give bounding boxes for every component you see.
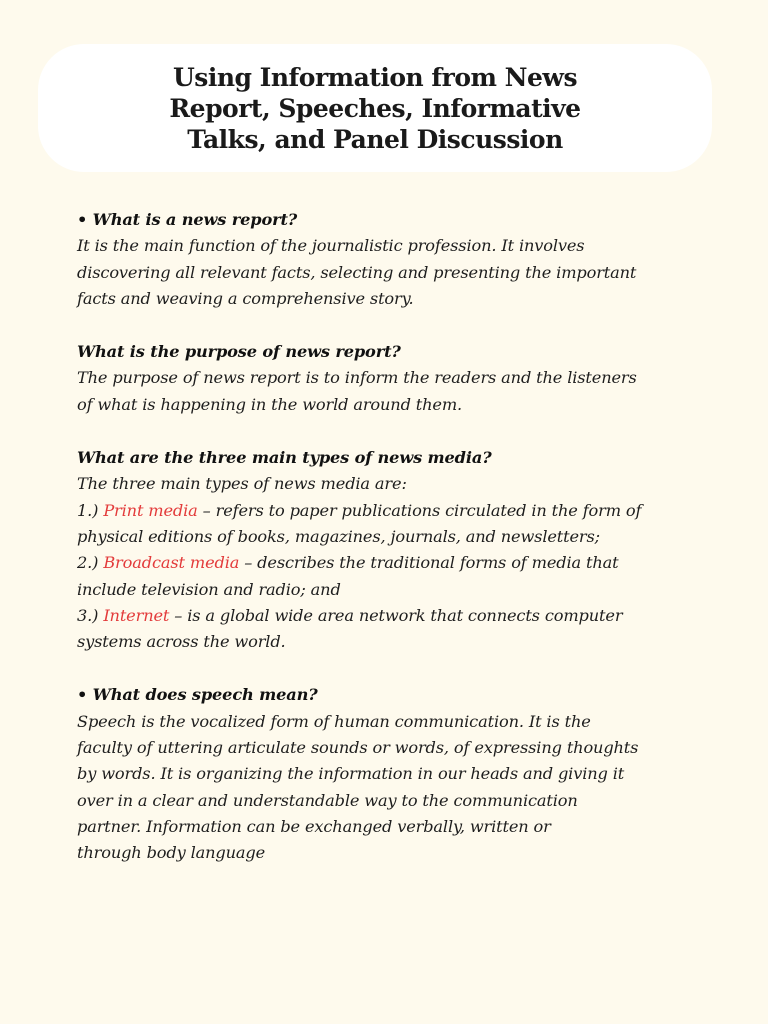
list-number: 2.) <box>77 553 104 573</box>
paragraph-line: over in a clear and understandable way to the communication <box>77 790 578 810</box>
section-heading: • What does speech mean? <box>77 685 318 705</box>
section-heading: What is the purpose of news report? <box>77 342 401 362</box>
media-term: Broadcast media <box>103 553 240 573</box>
media-term: Print media <box>103 500 198 520</box>
list-number: 3.) <box>77 605 104 625</box>
media-term: Internet <box>103 605 170 625</box>
section-news-report <box>77 207 717 312</box>
paragraph-line: Speech is the vocalized form of human communication. It is the <box>77 711 591 731</box>
paragraph-line: include television and radio; and <box>77 579 341 599</box>
section-speech <box>77 682 717 866</box>
term-description: – is a global wide area network that connects computer <box>169 605 623 625</box>
paragraph-line: systems across the world. <box>77 632 286 652</box>
section-purpose <box>77 339 717 418</box>
paragraph-line: The three main types of news media are: <box>77 474 407 494</box>
paragraph-line: faculty of uttering articulate sounds or words, of expressing thoughts <box>77 738 639 758</box>
section-news-media-types <box>77 445 717 655</box>
page-title-line-1: Using Information from News <box>172 62 578 92</box>
list-item <box>77 498 717 524</box>
list-number: 1.) <box>77 500 104 520</box>
document-body <box>77 207 717 867</box>
title-card <box>38 44 712 172</box>
paragraph-line: through body language <box>77 843 266 863</box>
term-description: – describes the traditional forms of media that <box>239 553 619 573</box>
paragraph-line: discovering all relevant facts, selecting and presenting the important <box>77 262 637 282</box>
page-title-line-3: Talks, and Panel Discussion <box>187 124 563 154</box>
paragraph-line: by words. It is organizing the information in our heads and giving it <box>77 764 625 784</box>
paragraph-line: physical editions of books, magazines, journals, and newsletters; <box>77 526 600 546</box>
section-heading: What are the three main types of news media? <box>77 448 492 468</box>
section-heading: • What is a news report? <box>77 210 298 229</box>
paragraph-line: facts and weaving a comprehensive story. <box>77 288 414 308</box>
page-title-line-2: Report, Speeches, Informative <box>169 93 581 123</box>
paragraph-line: of what is happening in the world around them. <box>77 394 463 414</box>
paragraph-line: The purpose of news report is to inform the readers and the listeners <box>77 368 637 388</box>
list-item <box>77 550 717 576</box>
paragraph-line: It is the main function of the journalistic profession. It involves <box>77 236 585 256</box>
list-item <box>77 603 717 629</box>
paragraph-line: partner. Information can be exchanged verbally, written or <box>77 816 551 836</box>
term-description: – refers to paper publications circulated in the form of <box>197 500 642 520</box>
